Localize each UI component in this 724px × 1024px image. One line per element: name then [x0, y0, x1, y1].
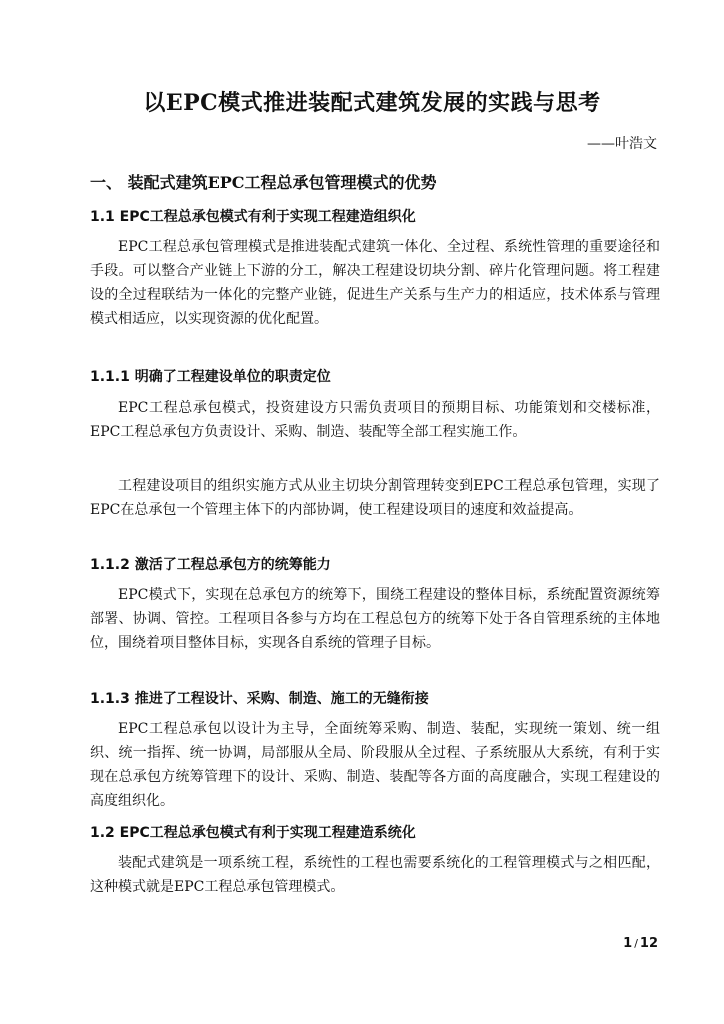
page-separator: /: [634, 937, 638, 950]
item-1-1-2-heading: 1.1.2 激活了工程总承包方的统筹能力: [90, 557, 331, 573]
subsection-1-1-heading: 1.1 EPC工程总承包模式有利于实现工程建造组织化: [90, 209, 416, 225]
page-number: [623, 936, 658, 951]
subsection-1-2-heading: 1.2 EPC工程总承包模式有利于实现工程建造系统化: [90, 825, 416, 841]
document-title: 以EPC模式推进装配式建筑发展的实践与思考: [143, 90, 601, 116]
item-1-1-1-paragraph-1: EPC工程总承包模式，投资建设方只需负责项目的预期目标、功能策划和交楼标准，EPC工程总承包方负责设计、采购、制造、装配等全部工程实施工作。: [90, 400, 660, 440]
section-1-heading: 一、 装配式建筑EPC工程总承包管理模式的优势: [90, 173, 437, 192]
item-1-1-2-paragraph-1: EPC模式下，实现在总承包方的统筹下，围绕工程建设的整体目标，系统配置资源统筹部署、协调、管控。工程项目各参与方均在工程总包方的统筹下处于各自管理系统的主体地位，围绕着项目整体目标，实现各自系统的管理子目标。: [90, 587, 660, 651]
current-page-number: 1: [623, 936, 633, 951]
total-pages-number: 12: [639, 936, 658, 951]
item-1-1-1-heading: 1.1.1 明确了工程建设单位的职责定位: [90, 369, 331, 385]
item-1-1-3-heading: 1.1.3 推进了工程设计、采购、制造、施工的无缝衔接: [90, 691, 429, 707]
subsection-1-2-paragraph-1: 装配式建筑是一项系统工程，系统性的工程也需要系统化的工程管理模式与之相匹配，这种模式就是EPC工程总承包管理模式。: [90, 855, 660, 895]
subsection-1-1-paragraph: EPC工程总承包管理模式是推进装配式建筑一体化、全过程、系统性管理的重要途径和手段。可以整合产业链上下游的分工，解决工程建设切块分割、碎片化管理问题。将工程建设的全过程联结为一体化的完整产业链，促进生产关系与生产力的相适应，技术体系与管理模式相适应，以实现资源的优化配置。: [90, 239, 660, 327]
item-1-1-3-paragraph-1: EPC工程总承包以设计为主导，全面统筹采购、制造、装配，实现统一策划、统一组织、统一指挥、统一协调，局部服从全局、阶段服从全过程、子系统服从大系统，有利于实现在总承包方统筹管理下的设计、采购、制造、装配等各方面的高度融合，实现工程建设的高度组织化。: [90, 721, 660, 809]
author-line: ——叶浩文: [587, 136, 657, 152]
item-1-1-1-paragraph-2: 工程建设项目的组织实施方式从业主切块分割管理转变到EPC工程总承包管理，实现了EPC在总承包一个管理主体下的内部协调，使工程建设项目的速度和效益提高。: [90, 478, 660, 518]
